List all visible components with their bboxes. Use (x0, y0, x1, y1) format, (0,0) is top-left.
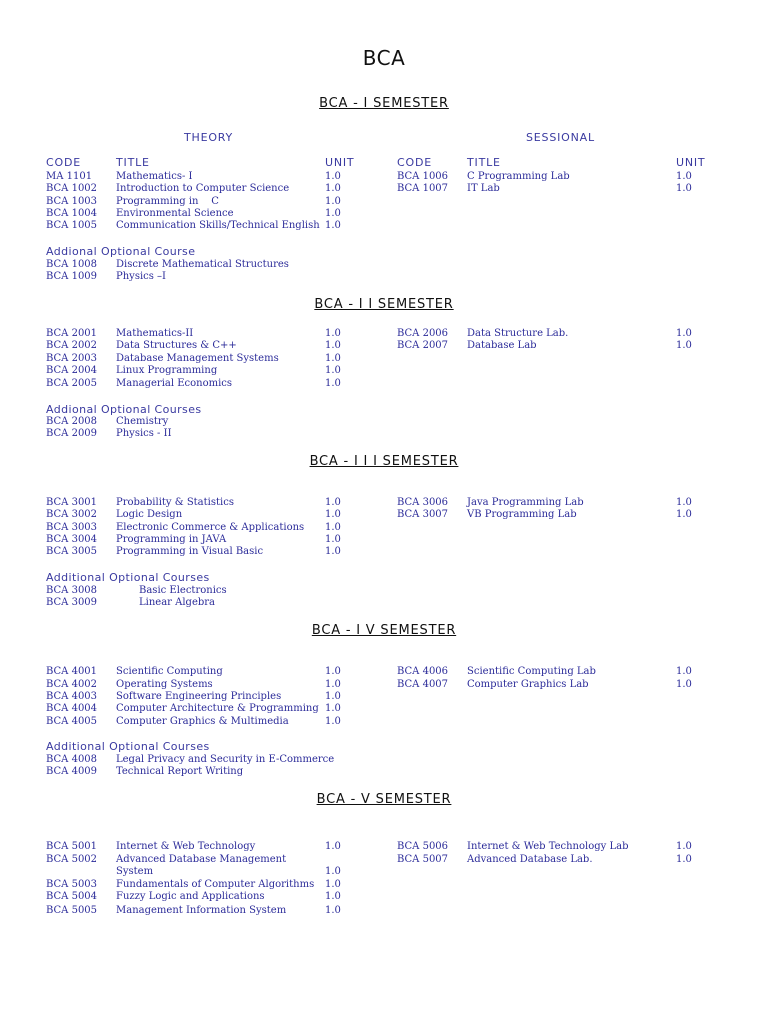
optional-courses-heading: Addional Optional Course (46, 245, 196, 258)
sessional-header: SESSIONAL (526, 131, 595, 144)
optional-courses-heading: Additional Optional Courses (46, 740, 210, 753)
sessional-unit-header: UNIT (676, 156, 706, 169)
semester-5-heading: BCA - V SEMESTER (316, 792, 452, 807)
semester-2-heading: BCA - I I SEMESTER (314, 297, 454, 312)
sessional-code-header: CODE (397, 156, 432, 169)
semester-1-heading: BCA - I SEMESTER (319, 96, 449, 111)
optional-courses-heading: Additional Optional Courses (46, 571, 210, 584)
theory-unit-header: UNIT (325, 156, 355, 169)
optional-courses-heading: Addional Optional Courses (46, 403, 202, 416)
theory-title-header: TITLE (116, 156, 150, 169)
semester-4-heading: BCA - I V SEMESTER (311, 623, 457, 638)
document-title: BCA (362, 46, 406, 70)
semester-3-heading: BCA - I I I SEMESTER (309, 454, 459, 469)
sessional-title-header: TITLE (467, 156, 501, 169)
theory-header: THEORY (184, 131, 234, 144)
theory-code-header: CODE (46, 156, 81, 169)
